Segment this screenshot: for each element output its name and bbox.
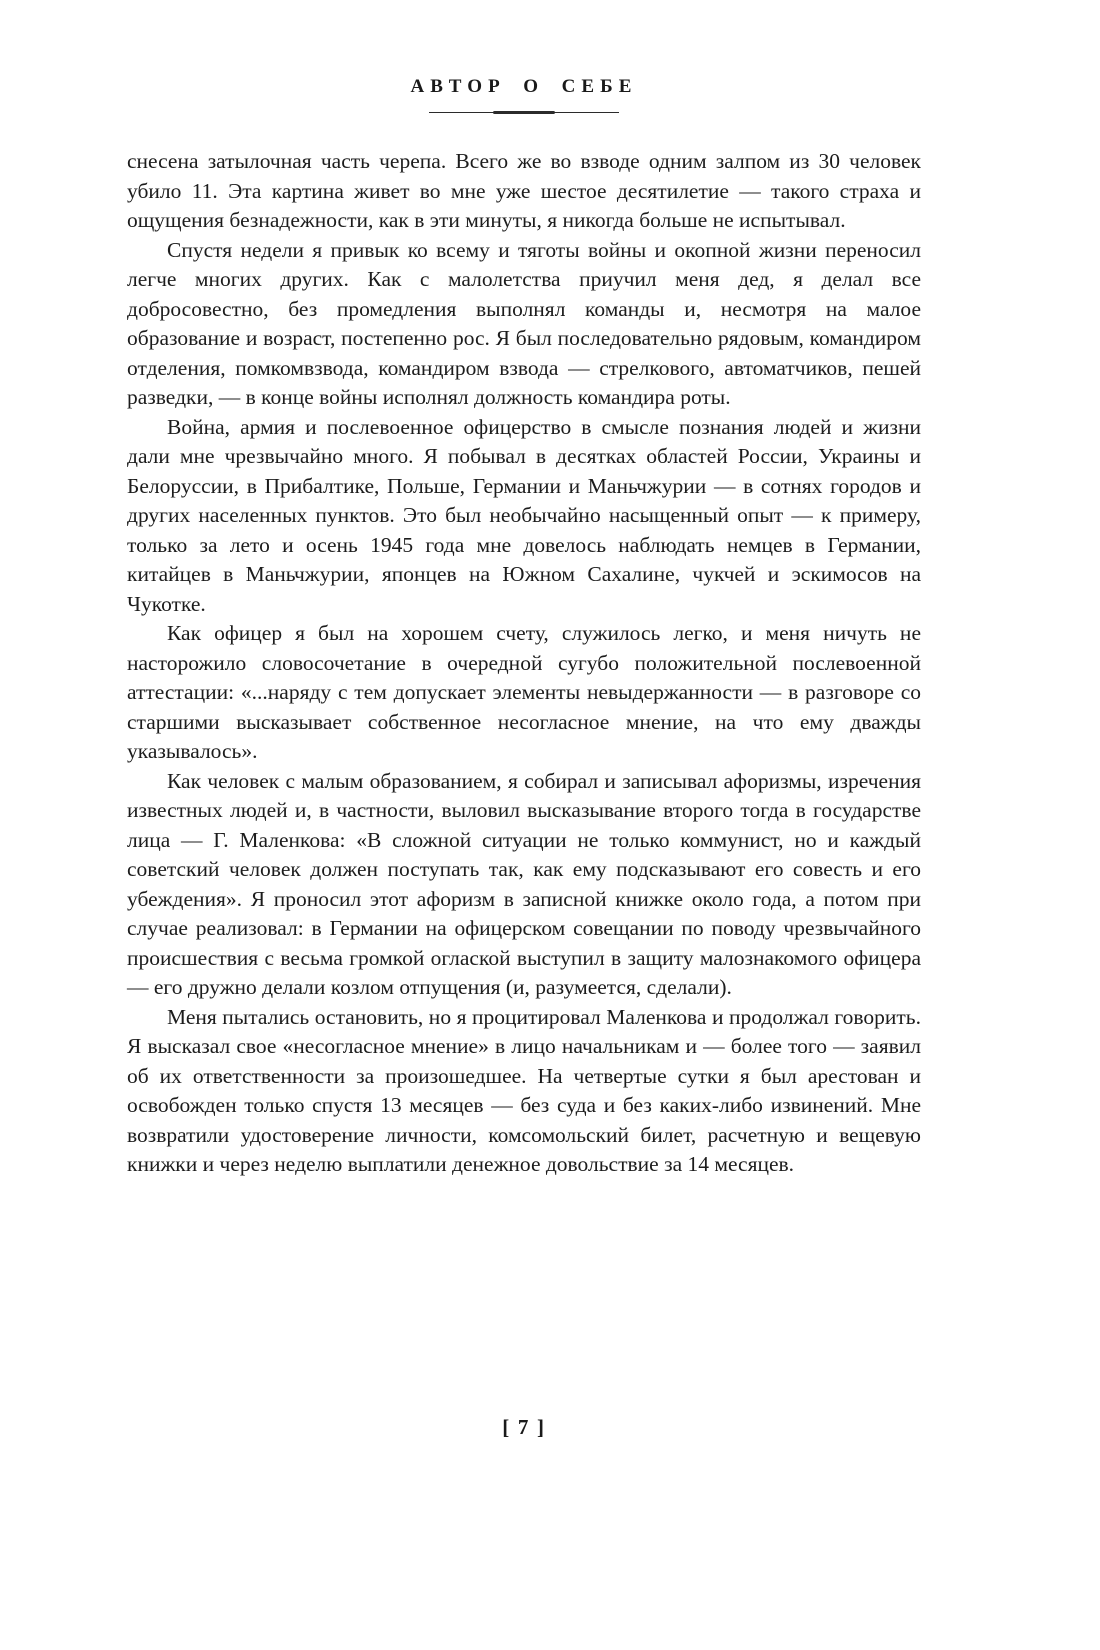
page-header bbox=[127, 76, 921, 114]
paragraph: Война, армия и послевоенное офицерство в смысле познания людей и жизни дали мне чрезвычайно много. Я побывал в десятках областей России, Украины и Белоруссии, в Прибалтике, Польше, Германии и Маньчжурии — в сотнях городов и других населенных пунктов. Это был необычайно насыщенный опыт — к примеру, только за лето и осень 1945 года мне довелось наблюдать немцев в Германии, китайцев в Маньчжурии, японцев на Южном Сахалине, чукчей и эскимосов на Чукотке. bbox=[127, 414, 921, 616]
body-text bbox=[127, 147, 921, 1180]
page-footer bbox=[127, 1415, 921, 1440]
text-column bbox=[127, 0, 921, 1180]
thick-rule bbox=[493, 111, 555, 114]
paragraph: Как офицер я был на хорошем счету, служилось легко, и меня ничуть не насторожило словосочетание в очередной сугубо положительной послевоенной аттестации: «...наряду с тем допускает элементы невыдержанности — в разговоре со старшими высказывает собственное несогласное мнение, на что ему дважды указывалось». bbox=[127, 621, 921, 763]
section-title: АВТОР О СЕБЕ bbox=[410, 76, 638, 97]
page-number: [ 7 ] bbox=[502, 1415, 546, 1439]
paragraph: Спустя недели я привык ко всему и тяготы войны и окопной жизни переносил легче многих других. Как с малолетства приучил меня дед, я делал все добросовестно, без промедления выполнял команды и, несмотря на малое образование и возраст, постепенно рос. Я был последовательно рядовым, командиром отделения, помкомвзвода, командиром взвода — стрелкового, автоматчиков, пешей разведки, — в конце войны исполнял должность командира роты. bbox=[127, 237, 921, 409]
paragraph: Меня пытались остановить, но я процитировал Маленкова и продолжал говорить. Я высказал свое «несогласное мнение» в лицо начальникам и — более того — заявил об их ответственности за произошедшее. На четвертые сутки я был арестован и освобожден только спустя 13 месяцев — без суда и без каких-либо извинений. Мне возвратили удостоверение личности, комсомольский билет, расчетную и вещевую книжки и через неделю выплатили денежное довольствие за 14 месяцев. bbox=[127, 1004, 921, 1176]
paragraph: снесена затылочная часть черепа. Всего же во взводе одним залпом из 30 человек убило 11. Эта картина живет во мне уже шестое десятилетие — такого страха и ощущения безнадежности, как в эти минуты, я никогда больше не испытывал. bbox=[127, 149, 921, 232]
paragraph: Как человек с малым образованием, я собирал и записывал афоризмы, изречения известных людей и, в частности, выловил высказывание второго тогда в государстве лица — Г. Маленкова: «В сложной ситуации не только коммунист, но и каждый советский человек должен поступать так, как ему подсказывают его совесть и его убеждения». Я проносил этот афоризм в записной книжке около года, а потом при случае реализовал: в Германии на офицерском совещании по поводу чрезвычайного происшествия с весьма громкой оглаской выступил в защиту малознакомого офицера — его дружно делали козлом отпущения (и, разумеется, сделали). bbox=[127, 768, 921, 999]
header-rule-ornament bbox=[429, 111, 619, 114]
